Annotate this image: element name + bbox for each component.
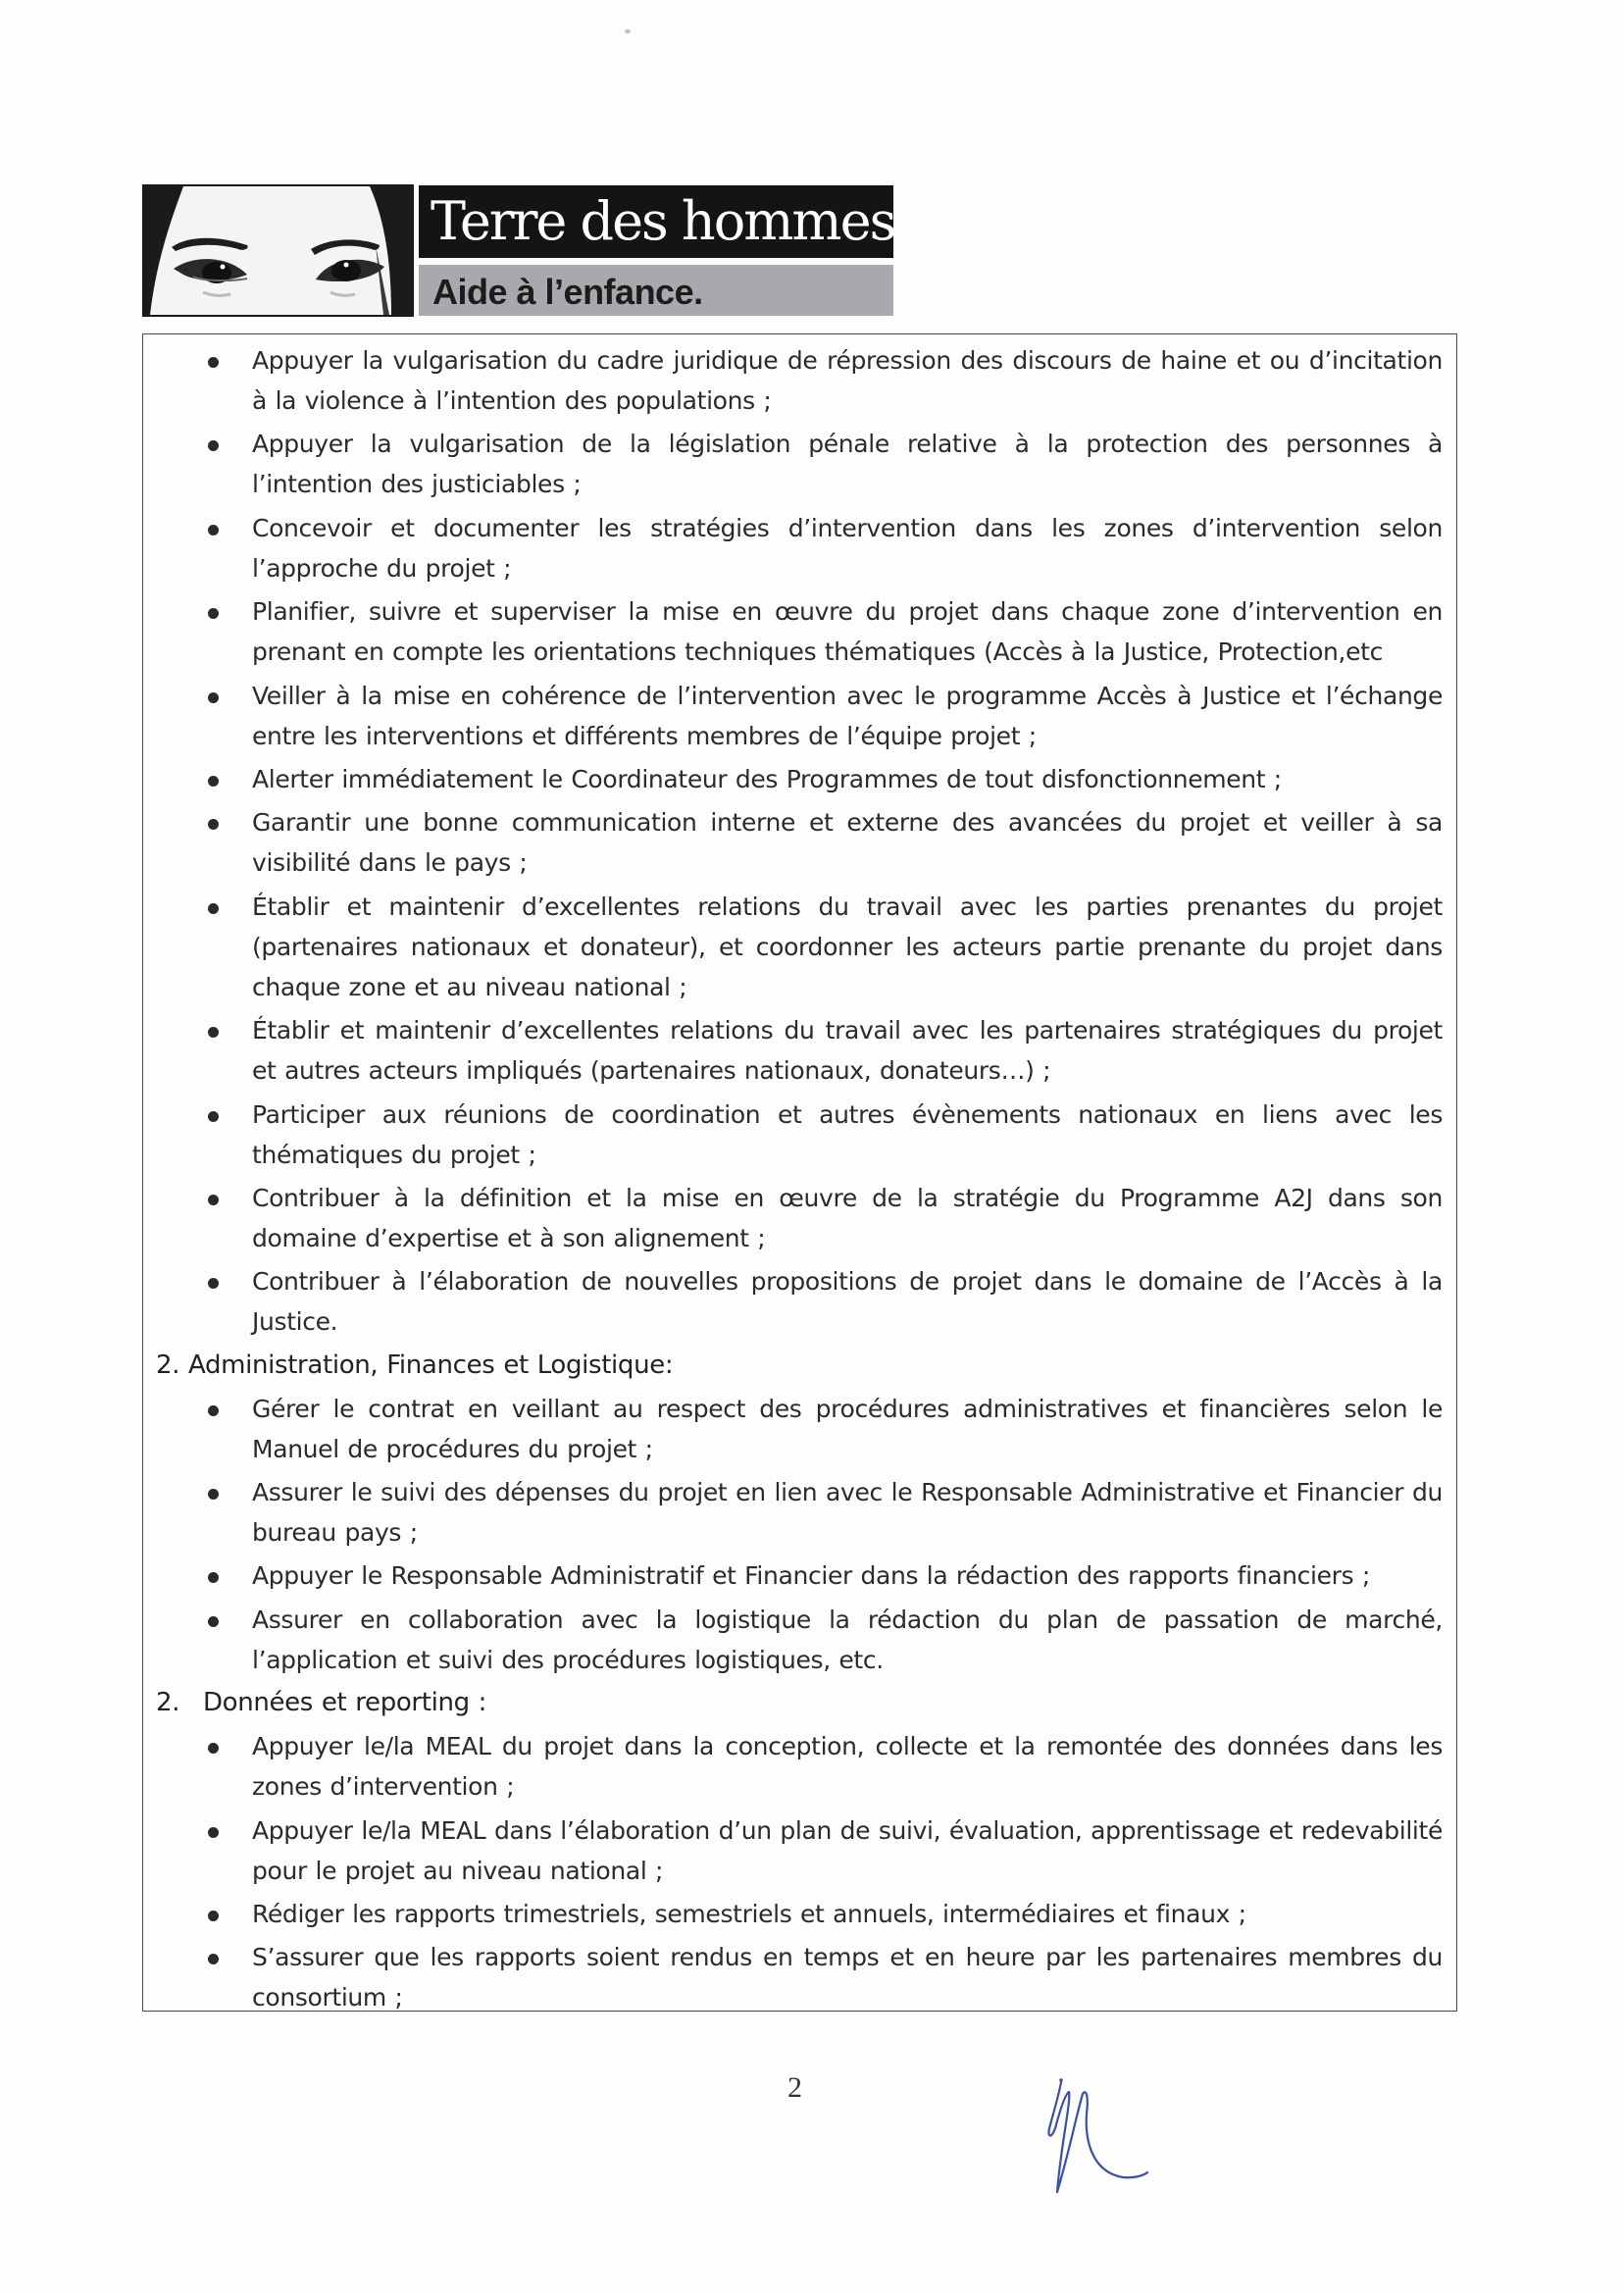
section-heading-reporting: 2. Données et reporting : [156, 1688, 487, 1718]
logo-title: Terre des hommes [419, 185, 893, 258]
bullet-icon [208, 1911, 219, 1921]
bullet-list-administration [143, 1389, 1456, 1680]
section-heading-administration: 2. Administration, Finances et Logistique: [156, 1350, 674, 1380]
bullet-icon [208, 1195, 219, 1205]
bullet-icon [208, 1827, 219, 1838]
bullet-list-responsibilities [143, 340, 1456, 1342]
page-number: 2 [787, 2071, 802, 2104]
list-item: Gérer le contrat en veillant au respect des procédures administratives et financières selon le Manuel de procédures du projet ; [143, 1389, 1456, 1469]
list-item: Appuyer la vulgarisation du cadre juridique de répression des discours de haine et ou d’incitation à la violence à l’intention des populations ; [143, 340, 1456, 421]
list-item: Concevoir et documenter les stratégies d’intervention dans les zones d’intervention selon l’approche du projet ; [143, 508, 1456, 588]
bullet-icon [208, 776, 219, 787]
content-box [142, 333, 1457, 2012]
list-item: Rédiger les rapports trimestriels, semestriels et annuels, intermédiaires et finaux ; [143, 1894, 1456, 1934]
bullet-icon [208, 357, 219, 368]
child-eyes-photo [142, 184, 414, 317]
bullet-icon [208, 1405, 219, 1416]
bullet-icon [208, 1616, 219, 1627]
bullet-icon [208, 1111, 219, 1122]
bullet-icon [208, 1278, 219, 1289]
bullet-icon [208, 1489, 219, 1500]
list-item: Garantir une bonne communication interne et externe des avancées du projet et veiller à sa visibilité dans le pays ; [143, 802, 1456, 883]
list-item: Établir et maintenir d’excellentes relations du travail avec les parties prenantes du projet (partenaires nationaux et donateur), et coordonner les acteurs partie prenante du projet dans chaque zone et au niveau national ; [143, 887, 1456, 1007]
list-item: Contribuer à l’élaboration de nouvelles propositions de projet dans le domaine de l’Accès à la Justice. [143, 1261, 1456, 1342]
list-item: Établir et maintenir d’excellentes relations du travail avec les partenaires stratégiques du projet et autres acteurs impliqués (partenaires nationaux, donateurs…) ; [143, 1010, 1456, 1091]
list-item: Assurer en collaboration avec la logistique la rédaction du plan de passation de marché, l’application et suivi des procédures logistiques, etc. [143, 1600, 1456, 1680]
bullet-icon [208, 819, 219, 830]
bullet-icon [208, 440, 219, 451]
eyes-image-icon [144, 186, 412, 315]
scan-speck [625, 29, 631, 33]
bullet-icon [208, 903, 219, 914]
bullet-icon [208, 692, 219, 703]
bullet-icon [208, 1743, 219, 1754]
organization-logo [142, 184, 893, 317]
logo-subtitle: Aide à l’enfance. [419, 265, 893, 316]
signature-icon [1040, 2074, 1157, 2202]
list-item: Contribuer à la définition et la mise en œuvre de la stratégie du Programme A2J dans son domaine d’expertise et à son alignement ; [143, 1178, 1456, 1258]
bullet-icon [208, 1572, 219, 1583]
list-item: Appuyer la vulgarisation de la législation pénale relative à la protection des personnes à l’intention des justiciables ; [143, 424, 1456, 504]
list-item: Participer aux réunions de coordination et autres évènements nationaux en liens avec les thématiques du projet ; [143, 1095, 1456, 1175]
bullet-icon [208, 525, 219, 535]
document-body [143, 340, 1456, 2021]
list-item: S’assurer que les rapports soient rendus en temps et en heure par les partenaires membres du consortium ; [143, 1937, 1456, 2017]
list-item: Appuyer le Responsable Administratif et Financier dans la rédaction des rapports financiers ; [143, 1555, 1456, 1596]
bullet-icon [208, 1027, 219, 1038]
bullet-icon [208, 1954, 219, 1964]
bullet-icon [208, 608, 219, 619]
list-item: Appuyer le/la MEAL dans l’élaboration d’un plan de suivi, évaluation, apprentissage et redevabilité pour le projet au niveau national ; [143, 1810, 1456, 1891]
list-item: Assurer le suivi des dépenses du projet en lien avec le Responsable Administrative et Financier du bureau pays ; [143, 1472, 1456, 1553]
list-item: Appuyer le/la MEAL du projet dans la conception, collecte et la remontée des données dans les zones d’intervention ; [143, 1726, 1456, 1807]
list-item: Alerter immédiatement le Coordinateur des Programmes de tout disfonctionnement ; [143, 759, 1456, 799]
list-item: Planifier, suivre et superviser la mise en œuvre du projet dans chaque zone d’intervention en prenant en compte les orientations techniques thématiques (Accès à la Justice, Protection,etc [143, 591, 1456, 672]
bullet-list-reporting [143, 1726, 1456, 2017]
list-item: Veiller à la mise en cohérence de l’intervention avec le programme Accès à Justice et l’échange entre les interventions et différents membres de l’équipe projet ; [143, 676, 1456, 756]
